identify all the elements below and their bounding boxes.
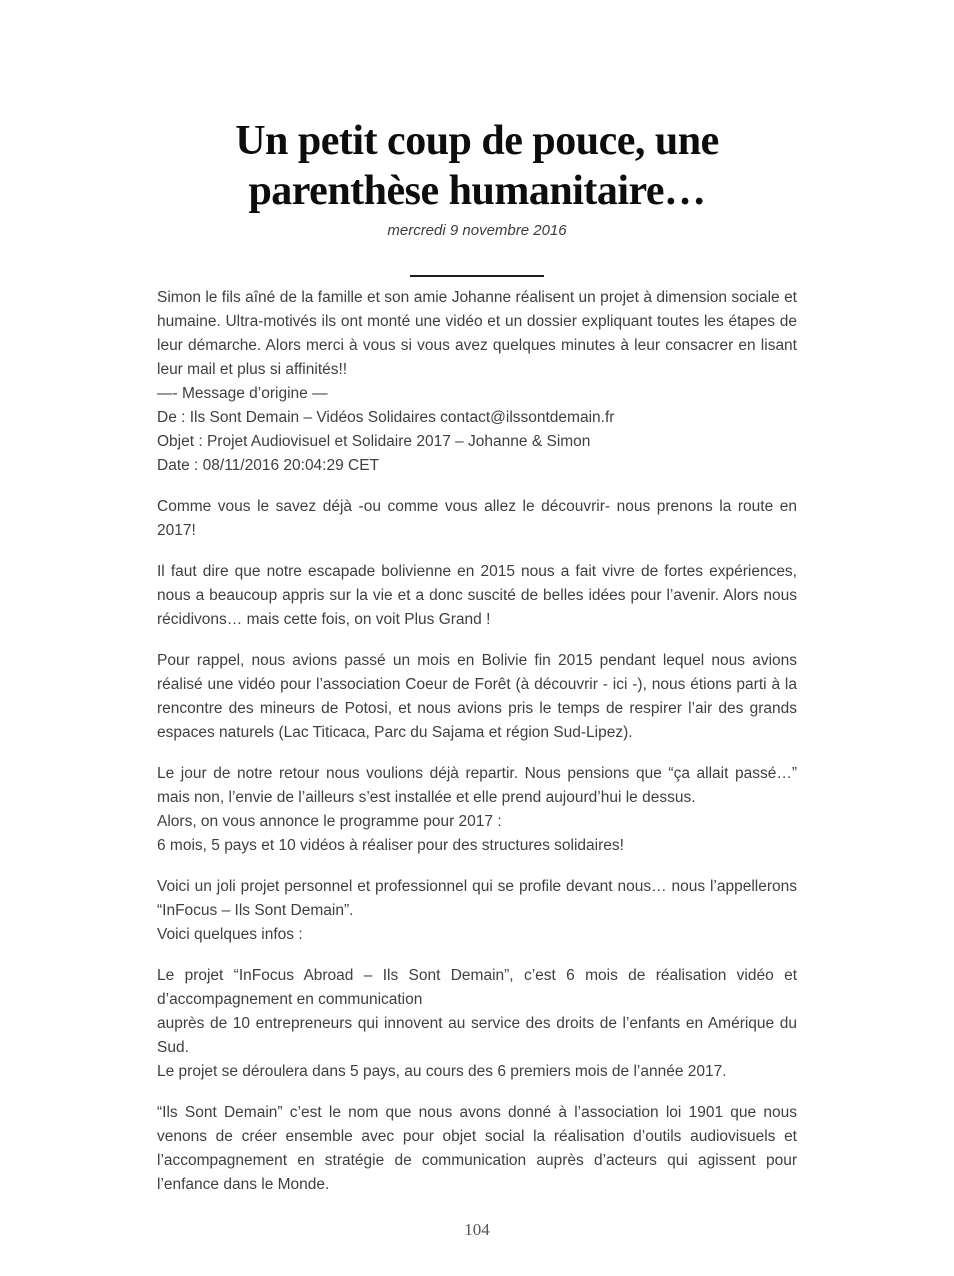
- paragraph-line: Il faut dire que notre escapade bolivienne en 2015 nous a fait vivre de fortes expériences, nous a beaucoup appris sur la vie et a donc suscité de belles idées pour l’avenir. Alors nous récidivons… mais cette fois, on voit Plus Grand !: [157, 562, 797, 628]
- page-title: Un petit coup de pouce, une parenthèse humanitaire…: [235, 118, 719, 215]
- paragraph-line: auprès de 10 entrepreneurs qui innovent au service des droits de l’enfants en Amérique du Sud.: [157, 1014, 797, 1056]
- paragraph-line: Pour rappel, nous avions passé un mois en Bolivie fin 2015 pendant lequel nous avions réalisé une vidéo pour l’association Coeur de Forêt (à découvrir - ici -), nous étions parti à la rencontre des mineurs de Potosi, et nous avions pris le temps de respirer l’air des grands espaces naturels (Lac Titicaca, Parc du Sajama et région Sud-Lipez).: [157, 651, 797, 741]
- article-header: [0, 0, 954, 239]
- paragraph: [157, 286, 797, 478]
- paragraph-line: “Ils Sont Demain” c’est le nom que nous avons donné à l’association loi 1901 que nous venons de créer ensemble avec pour objet social la réalisation d’outils audiovisuels et l’accompagnement en stratégie de communication auprès d’acteurs qui agissent pour l’enfance dans le Monde.: [157, 1103, 797, 1193]
- paragraph: [157, 875, 797, 947]
- paragraph-line: Le jour de notre retour nous voulions déjà repartir. Nous pensions que “ça allait passé…” mais non, l’envie de l’ailleurs s’est installée et elle prend aujourd’hui le dessus.: [157, 764, 797, 806]
- paragraph-line: Objet : Projet Audiovisuel et Solidaire 2017 – Johanne & Simon: [157, 432, 591, 450]
- paragraph: [157, 1101, 797, 1197]
- paragraph: [157, 762, 797, 858]
- paragraph-line: De : Ils Sont Demain – Vidéos Solidaires contact@ilssontdemain.fr: [157, 408, 615, 426]
- paragraph: [157, 495, 797, 543]
- paragraph-line: Voici quelques infos :: [157, 925, 303, 943]
- article-body: [157, 286, 797, 1197]
- paragraph-line: Comme vous le savez déjà -ou comme vous allez le découvrir- nous prenons la route en 2017!: [157, 497, 797, 539]
- paragraph: [157, 964, 797, 1084]
- paragraph-line: Le projet “InFocus Abroad – Ils Sont Demain”, c’est 6 mois de réalisation vidéo et d’accompagnement en communication: [157, 966, 797, 1008]
- page-number: 104: [464, 1220, 490, 1239]
- paragraph-line: Simon le fils aîné de la famille et son amie Johanne réalisent un projet à dimension sociale et humaine. Ultra-motivés ils ont monté une vidéo et un dossier expliquant toutes les étapes de leur démarche. Alors merci à vous si vous avez quelques minutes à leur consacrer en lisant leur mail et plus si affinités!!: [157, 288, 797, 378]
- paragraph: [157, 649, 797, 745]
- paragraph-line: 6 mois, 5 pays et 10 vidéos à réaliser pour des structures solidaires!: [157, 836, 624, 854]
- paragraph: [157, 560, 797, 632]
- paragraph-line: Le projet se déroulera dans 5 pays, au cours des 6 premiers mois de l’année 2017.: [157, 1062, 727, 1080]
- article-date: mercredi 9 novembre 2016: [387, 221, 567, 239]
- paragraph-line: Voici un joli projet personnel et professionnel qui se profile devant nous… nous l’appellerons “InFocus – Ils Sont Demain”.: [157, 877, 797, 919]
- paragraph-line: Date : 08/11/2016 20:04:29 CET: [157, 456, 380, 474]
- title-divider: [410, 275, 544, 277]
- paragraph-line: Alors, on vous annonce le programme pour 2017 :: [157, 812, 502, 830]
- paragraph-line: —- Message d’origine —: [157, 384, 328, 402]
